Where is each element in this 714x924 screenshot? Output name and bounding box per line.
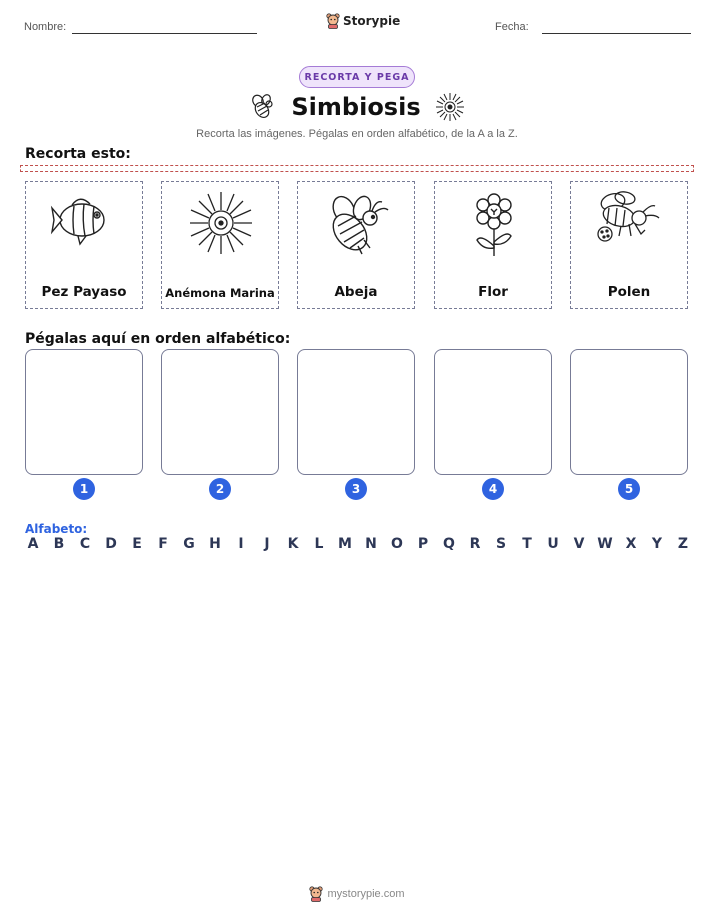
number-badge-4: 4 xyxy=(482,478,504,500)
alphabet-letter: L xyxy=(314,536,324,552)
alphabet-letter: Y xyxy=(651,536,663,552)
clownfish-icon xyxy=(50,190,120,250)
alphabet-letter: O xyxy=(391,536,403,552)
alphabet-letter: J xyxy=(264,536,270,552)
date-label: Fecha: xyxy=(495,21,529,33)
alphabet-letter: F xyxy=(158,536,168,552)
page-title: Simbiosis xyxy=(291,93,421,121)
alphabet-letter: G xyxy=(183,536,195,552)
alphabet-letter: Z xyxy=(677,536,689,552)
card-label: Abeja xyxy=(334,284,378,300)
paste-heading: Pégalas aquí en orden alfabético: xyxy=(25,331,291,347)
alphabet-letter: H xyxy=(209,536,221,552)
alphabet-letter: Q xyxy=(443,536,455,552)
alphabet-letter: B xyxy=(53,536,65,552)
name-label: Nombre: xyxy=(24,21,67,33)
alphabet-letter: K xyxy=(287,536,299,552)
alphabet-letter: E xyxy=(132,536,142,552)
cut-card-1[interactable] xyxy=(25,181,143,309)
alphabet-letter: R xyxy=(469,536,481,552)
sea-anemone-icon xyxy=(186,190,256,260)
alphabet-letter: W xyxy=(597,536,613,552)
flower-icon xyxy=(459,190,529,260)
card-label: Polen xyxy=(607,284,651,300)
footer xyxy=(0,886,714,902)
bee-icon xyxy=(249,93,277,121)
alphabet-letter: U xyxy=(547,536,559,552)
number-badge-2: 2 xyxy=(209,478,231,500)
cut-card-4[interactable] xyxy=(434,181,552,309)
alphabet-letter: X xyxy=(625,536,637,552)
cut-card-3[interactable] xyxy=(297,181,415,309)
date-line[interactable] xyxy=(542,33,691,34)
footer-site[interactable]: mystorypie.com xyxy=(327,888,405,900)
card-label: Anémona Marina xyxy=(165,286,275,300)
cut-line xyxy=(20,165,694,172)
paste-box-4[interactable] xyxy=(434,349,552,475)
paste-box-3[interactable] xyxy=(297,349,415,475)
instructions: Recorta las imágenes. Pégalas en orden alfabético, de la A a la Z. xyxy=(196,128,518,140)
cut-card-5[interactable] xyxy=(570,181,688,309)
card-label: Flor xyxy=(478,284,508,300)
card-label: Pez Payaso xyxy=(41,284,127,300)
bear-logo-icon xyxy=(326,13,340,29)
page-title-row xyxy=(0,92,714,127)
alphabet-letter: S xyxy=(495,536,507,552)
alphabet-letter: V xyxy=(573,536,585,552)
number-badge-1: 1 xyxy=(73,478,95,500)
name-line[interactable] xyxy=(72,33,257,34)
brand-name: Storypie xyxy=(343,14,401,28)
number-badge-5: 5 xyxy=(618,478,640,500)
storypie-logo xyxy=(326,13,400,29)
bee-icon xyxy=(322,190,392,260)
alphabet-letter: A xyxy=(27,536,39,552)
bear-logo-icon xyxy=(309,886,323,902)
cut-card-2[interactable] xyxy=(161,181,279,309)
bee-with-pollen-icon xyxy=(595,190,665,250)
sea-anemone-icon xyxy=(435,92,465,122)
paste-box-2[interactable] xyxy=(161,349,279,475)
paste-box-1[interactable] xyxy=(25,349,143,475)
paste-box-5[interactable] xyxy=(570,349,688,475)
activity-badge: RECORTA Y PEGA xyxy=(299,66,415,88)
alphabet-letter: P xyxy=(417,536,429,552)
alphabet-row xyxy=(25,536,691,552)
alphabet-label: Alfabeto: xyxy=(25,522,88,536)
cut-heading: Recorta esto: xyxy=(25,146,131,162)
alphabet-letter: D xyxy=(105,536,117,552)
alphabet-letter: I xyxy=(238,536,244,552)
alphabet-letter: M xyxy=(338,536,352,552)
alphabet-letter: N xyxy=(365,536,377,552)
alphabet-letter: C xyxy=(79,536,91,552)
alphabet-letter: T xyxy=(522,536,532,552)
number-badge-3: 3 xyxy=(345,478,367,500)
